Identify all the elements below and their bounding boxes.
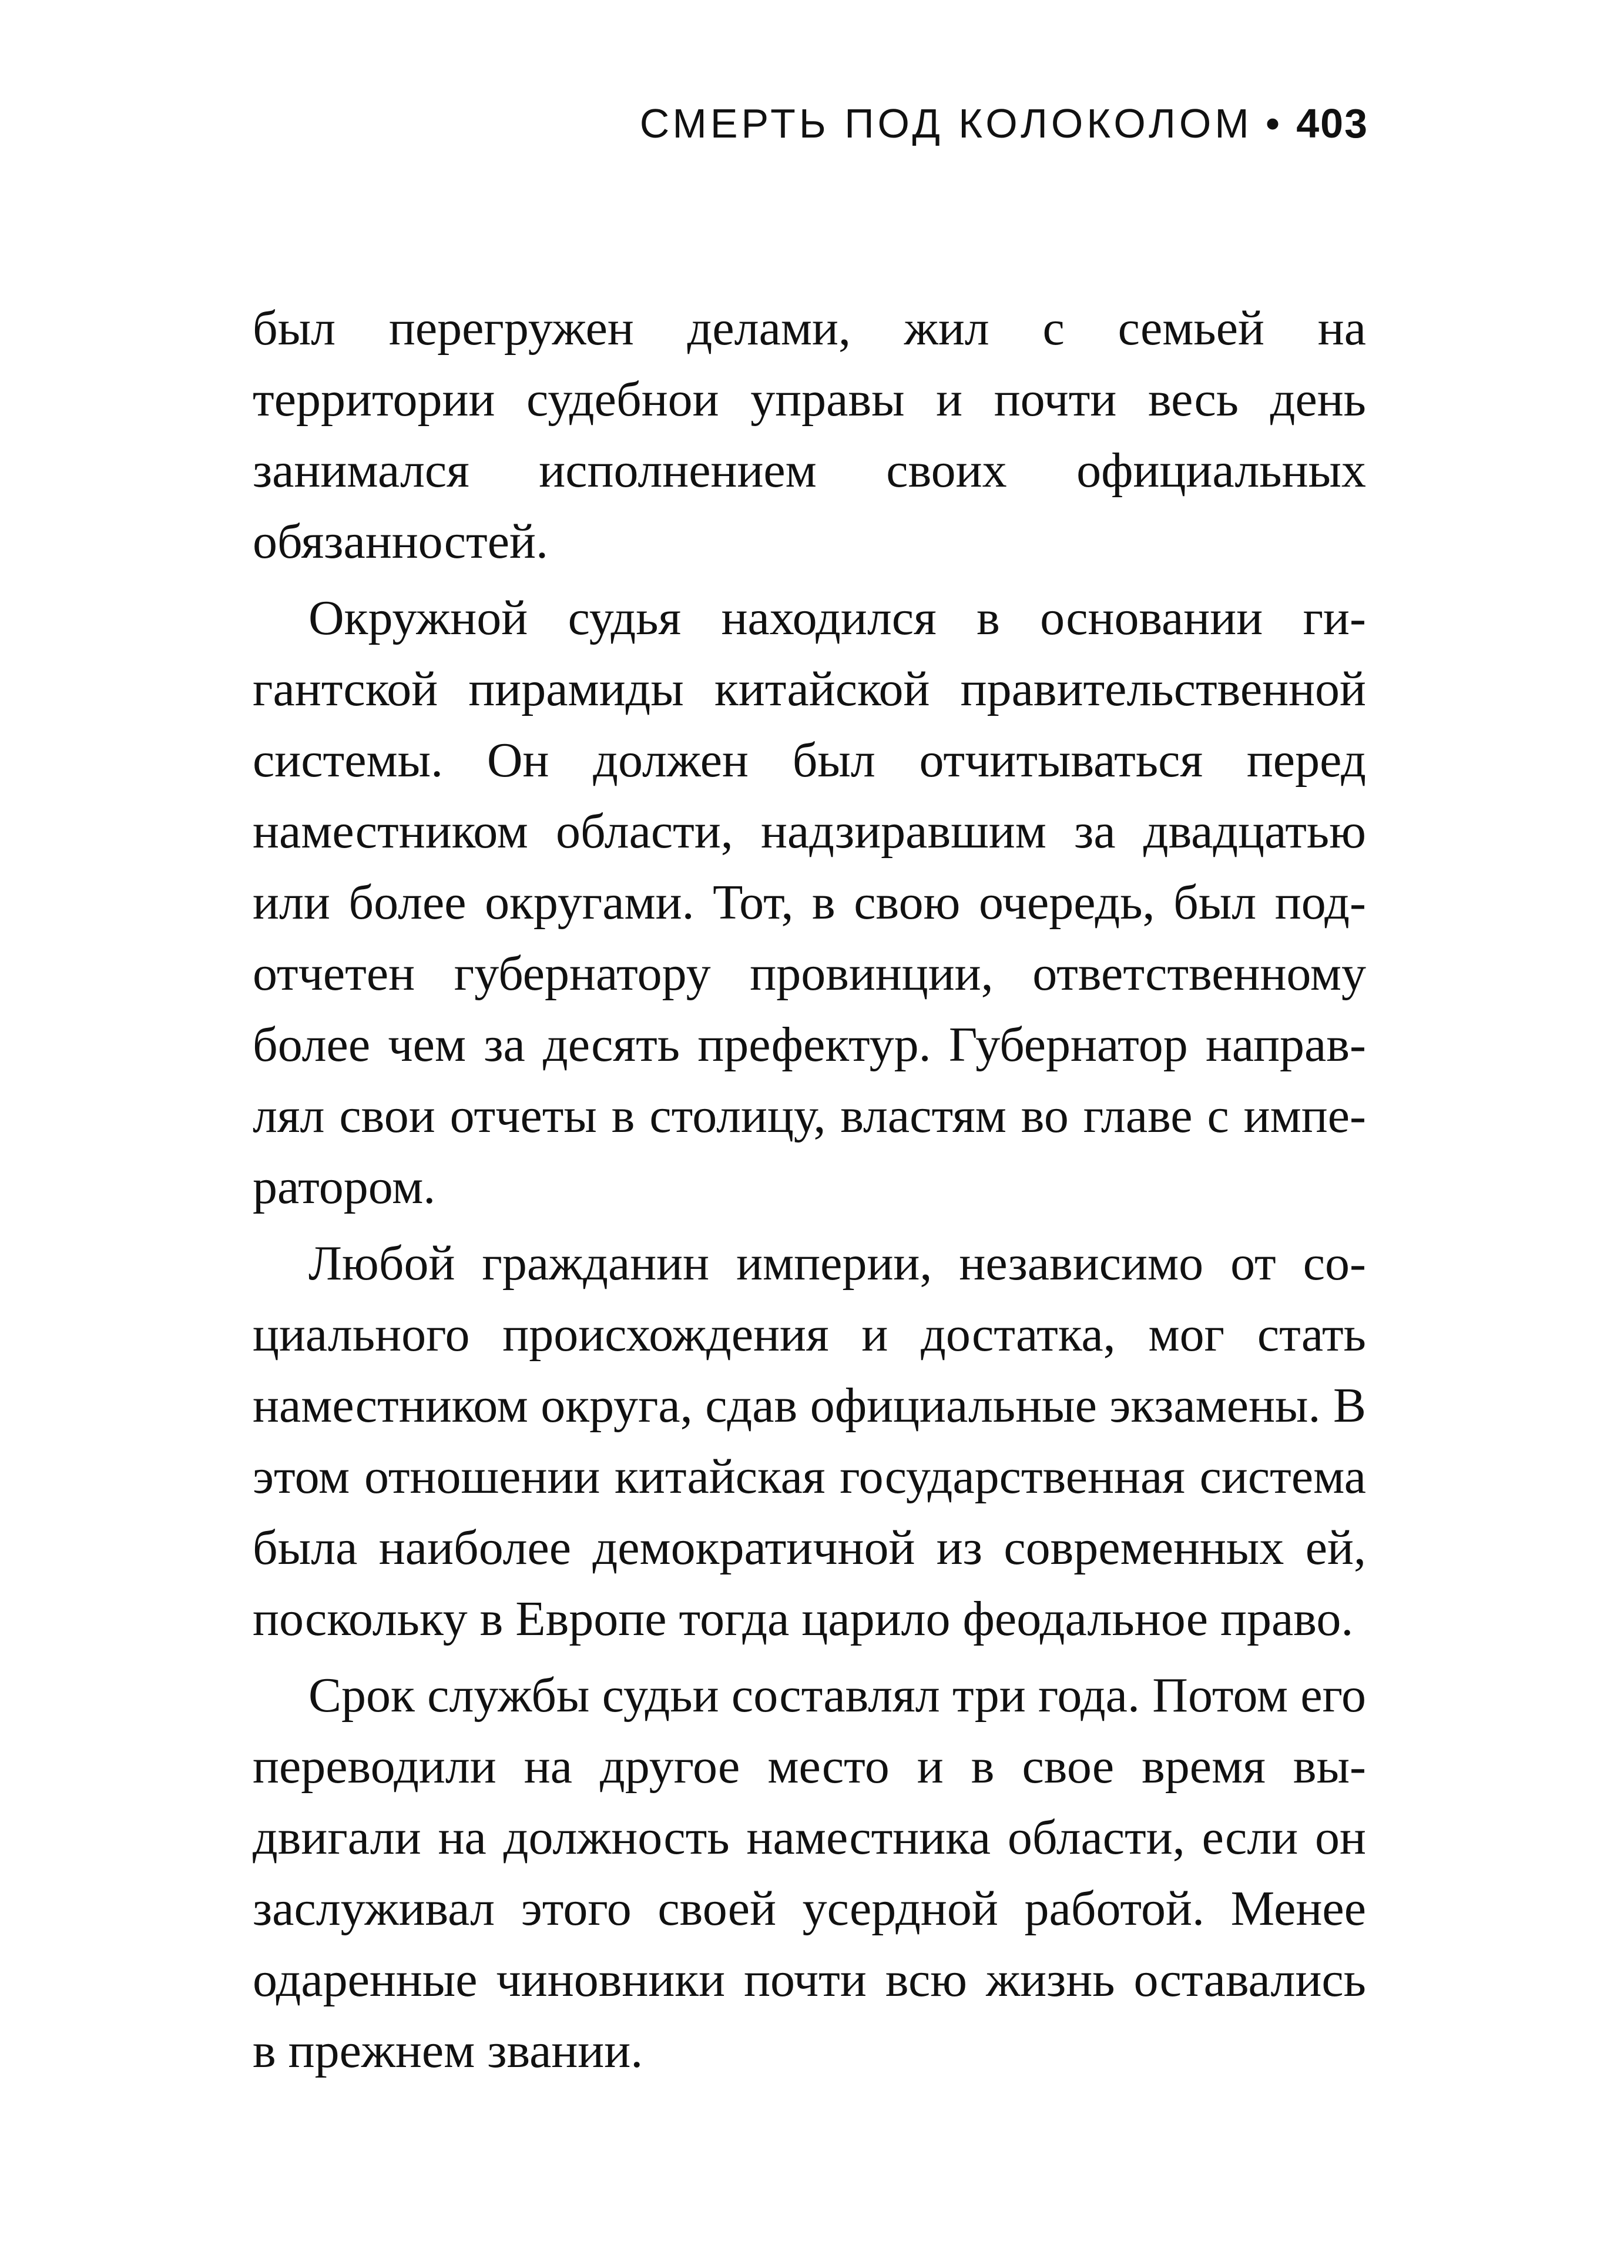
paragraph: Срок службы судьи составлял три года. Потом его переводили на другое место и в свое время выдвигали на должность наместника области, если он заслуживал этого своей усердной работой. Менее одаренные чиновники почти всю жизнь оставались в прежнем звании. [253, 1668, 1366, 2078]
page-number: 403 [1296, 100, 1368, 146]
paragraph: Окружной судья находился в основании гигантской пирамиды китайской правительственной системы. Он должен был отчитываться перед наместником области, надзиравшим за двадцатью или более округами. Тот, в свою очередь, был подотчетен губернатору провинции, ответственному более чем за десять префектур. Губернатор направлял свои отчеты в столицу, властям во главе с императором. [253, 591, 1366, 1214]
running-header-title: СМЕРТЬ ПОД КОЛОКОЛОМ [639, 100, 1253, 146]
body-text [253, 293, 1366, 2092]
paragraph-continued: был перегружен делами, жил с семьей на территории судебнои управы и почти весь день занимался исполнением своих официальных обязанностей. [253, 301, 1366, 569]
paragraph: Любой гражданин империи, независимо от социального происхождения и достатка, мог стать наместником округа, сдав официальные экзамены. В этом отношении китайская государственная система была наиболее демократичной из современных ей, поскольку в Европе тогда царило феодальное право. [253, 1236, 1366, 1646]
running-header [639, 100, 1368, 146]
running-header-separator: • [1265, 100, 1284, 146]
